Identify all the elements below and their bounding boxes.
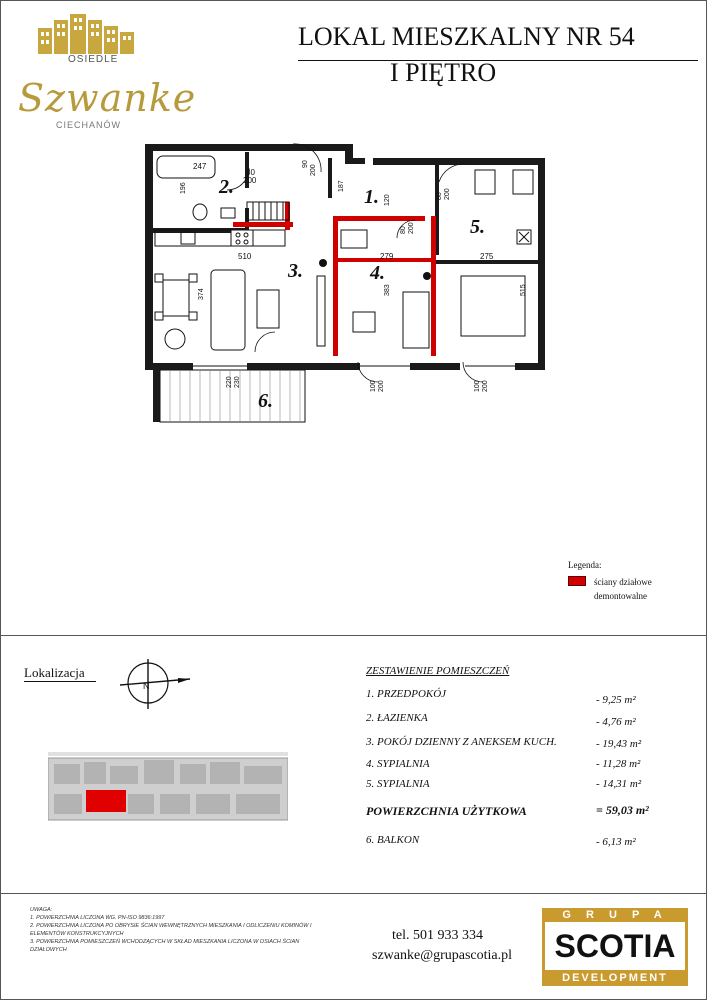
divider-top bbox=[0, 635, 707, 636]
dim-374: 374 bbox=[198, 288, 205, 300]
note-3: 3. POWIERZCHNIA POMIESZCZEŃ WCHODZĄCYCH W SKŁAD MIESZKANIA LICZONA W OSIACH ŚCIAN DZIAŁOWYCH bbox=[30, 939, 300, 953]
room-number-6: 6. bbox=[258, 390, 273, 412]
room-row-5-area: - 14,31 m² bbox=[596, 778, 642, 790]
contact-phone: tel. 501 933 334 bbox=[392, 928, 483, 943]
radiator-icon bbox=[253, 202, 283, 220]
location-underline bbox=[24, 681, 96, 682]
dim-100-a: 100 bbox=[370, 380, 377, 392]
room-number-3: 3. bbox=[288, 260, 303, 282]
floor-title: I PIĘTRO bbox=[390, 58, 497, 87]
legend-line-1: ściany działowe bbox=[594, 577, 652, 587]
dim-80-a: 80 bbox=[246, 168, 255, 177]
dim-90: 90 bbox=[302, 160, 309, 168]
legend-text bbox=[594, 575, 652, 603]
floor-plan bbox=[145, 142, 555, 432]
dim-200-d: 200 bbox=[408, 222, 415, 234]
logo-osiedle-text: OSIEDLE bbox=[68, 54, 119, 65]
dim-247: 247 bbox=[193, 162, 207, 171]
room-row-2-area: - 4,76 m² bbox=[596, 716, 636, 728]
room-row-4-name: 4. SYPIALNIA bbox=[366, 758, 430, 770]
legend-line-2: demontowalne bbox=[594, 591, 647, 601]
dim-196: 196 bbox=[180, 182, 187, 194]
rooms-list-title: ZESTAWIENIE POMIESZCZEŃ bbox=[366, 665, 510, 677]
dim-200-a: 200 bbox=[243, 176, 257, 185]
dim-187: 187 bbox=[338, 180, 345, 192]
total-area-value: = 59,03 m² bbox=[596, 803, 649, 817]
dim-220: 220 bbox=[226, 376, 233, 388]
room-row-1-name: 1. PRZEDPOKÓJ bbox=[366, 688, 447, 700]
developer-logo-top: G R U P A bbox=[542, 908, 688, 922]
developer-logo-name: SCOTIA bbox=[542, 922, 688, 970]
dim-100-b: 100 bbox=[474, 380, 481, 392]
compass-letter: N bbox=[143, 681, 150, 691]
room-number-4: 4. bbox=[370, 262, 385, 284]
contact-email[interactable]: szwanke@grupascotia.pl bbox=[372, 948, 513, 963]
developer-logo bbox=[542, 908, 688, 988]
dim-120: 120 bbox=[384, 194, 391, 206]
room-row-5-name: 5. SYPIALNIA bbox=[366, 778, 430, 790]
compass-icon bbox=[120, 655, 192, 711]
note-1: 1. POWIERZCHNIA LICZONA WG. PN-ISO 9836:1997 bbox=[30, 915, 165, 921]
room-row-3-name: 3. POKÓJ DZIENNY Z ANEKSEM KUCH. bbox=[366, 736, 557, 748]
legend-title: Legenda: bbox=[568, 560, 602, 570]
dim-80-c: 80 bbox=[400, 226, 407, 234]
logo-city-text: CIECHANÓW bbox=[56, 120, 121, 130]
dim-383: 383 bbox=[384, 284, 391, 296]
divider-bottom bbox=[0, 893, 707, 894]
room-number-2: 2. bbox=[219, 176, 234, 198]
total-area-label: POWIERZCHNIA UŻYTKOWA bbox=[366, 804, 527, 818]
interior-walls bbox=[153, 152, 545, 264]
building-logo-icon bbox=[38, 14, 138, 54]
dim-200-c: 200 bbox=[444, 188, 451, 200]
dim-230: 230 bbox=[234, 376, 241, 388]
notes-block bbox=[30, 906, 330, 954]
room-row-4-area: - 11,28 m² bbox=[596, 758, 641, 770]
location-label: Lokalizacja bbox=[24, 665, 85, 680]
dim-515: 515 bbox=[520, 284, 527, 296]
developer-logo-bottom: DEVELOPMENT bbox=[542, 970, 688, 986]
note-2: 2. POWIERZCHNIA LICZONA PO OBRYSIE ŚCIAN WEWNĘTRZNYCH MIESZKANIA I ODLICZENIU KOMINÓW I ELEMENTÓW KONSTRUKCYJNYCH bbox=[30, 923, 312, 937]
room-number-5: 5. bbox=[470, 216, 485, 238]
logo-name-text: Szwanke bbox=[18, 76, 197, 120]
dim-510: 510 bbox=[238, 252, 252, 261]
dim-200-b: 200 bbox=[310, 164, 317, 176]
dim-279: 279 bbox=[380, 252, 394, 261]
balcony-area: - 6,13 m² bbox=[596, 836, 636, 848]
notes-title: UWAGA: bbox=[30, 907, 53, 913]
building-location-map bbox=[48, 750, 288, 826]
room-number-1: 1. bbox=[364, 186, 379, 208]
dim-80-b: 80 bbox=[436, 192, 443, 200]
dim-200-f: 200 bbox=[482, 380, 489, 392]
dim-200-e: 200 bbox=[378, 380, 385, 392]
balcony-name: 6. BALKON bbox=[366, 834, 420, 846]
dim-275: 275 bbox=[480, 252, 494, 261]
title-underline bbox=[298, 60, 698, 61]
room-row-3-area: - 19,43 m² bbox=[596, 738, 642, 750]
page-title: LOKAL MIESZKALNY NR 54 bbox=[298, 22, 635, 51]
room-row-1-area: - 9,25 m² bbox=[596, 694, 636, 706]
room-row-2-name: 2. ŁAZIENKA bbox=[366, 712, 428, 724]
legend-swatch bbox=[568, 576, 586, 586]
